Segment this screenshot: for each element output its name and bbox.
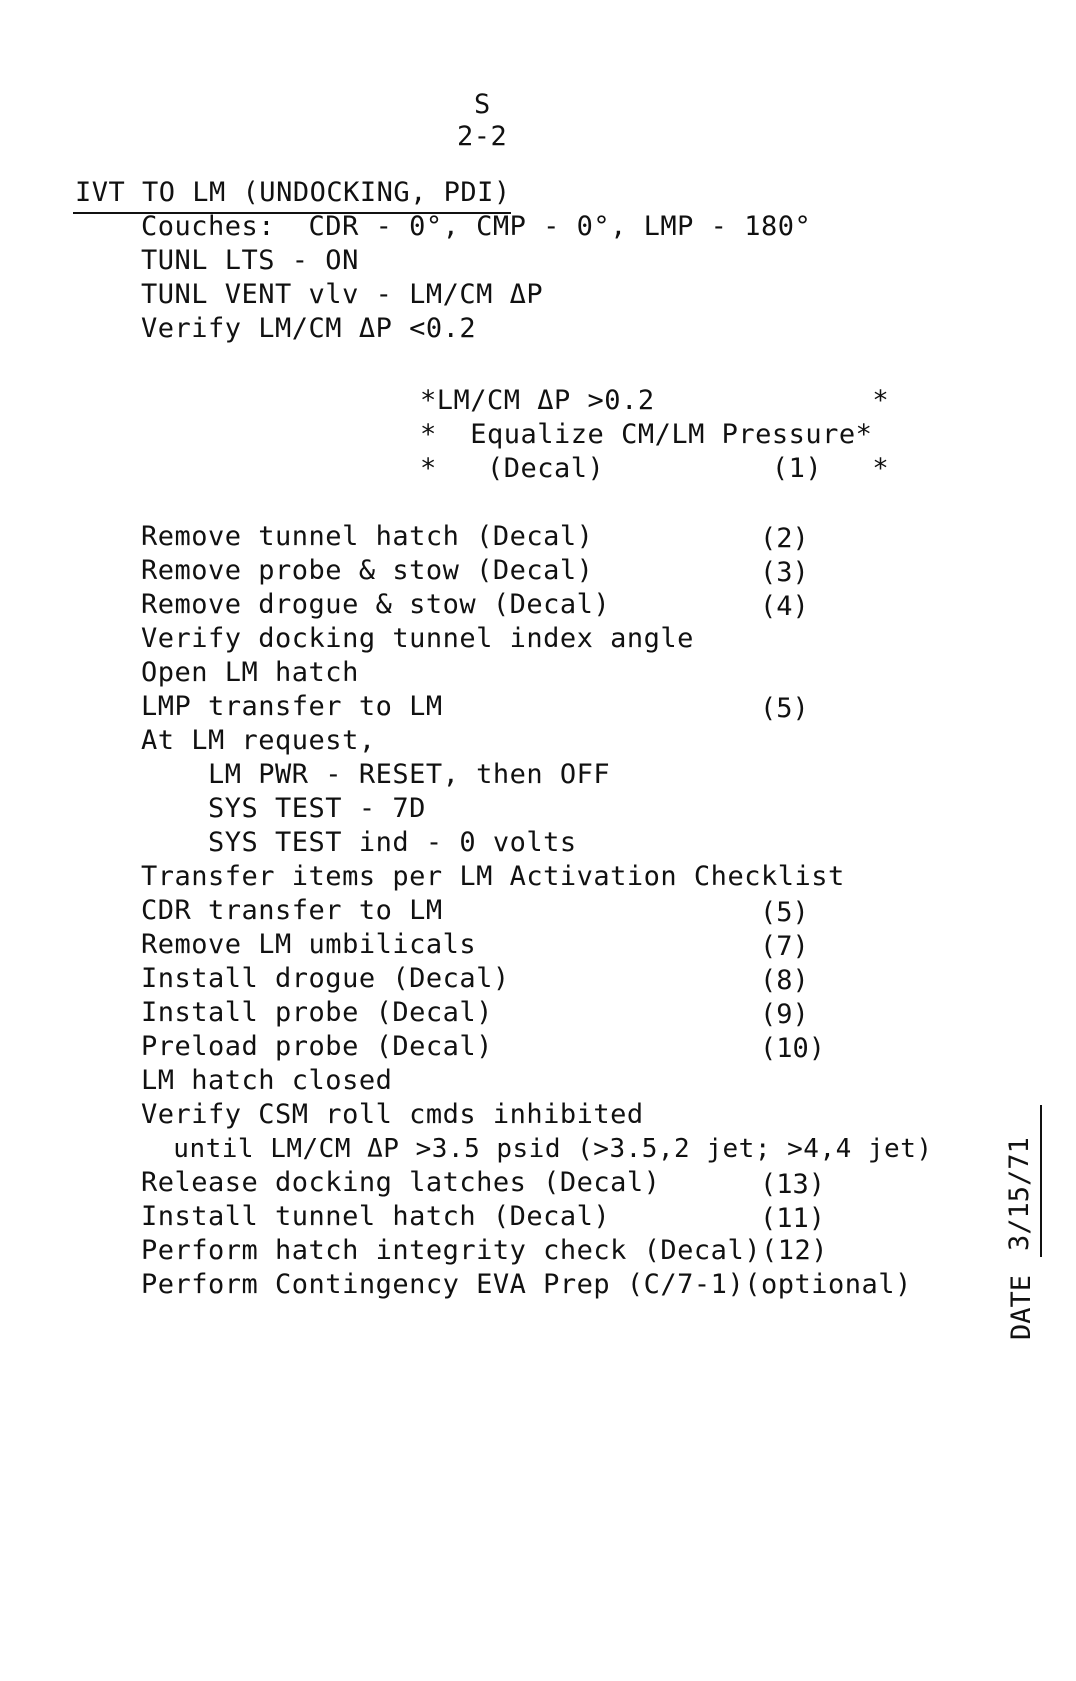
step-number: (2) — [760, 523, 809, 554]
step-text: Preload probe (Decal) — [141, 1031, 493, 1062]
step-text: Remove probe & stow (Decal) — [141, 555, 594, 586]
page-number: 2-2 — [457, 121, 508, 152]
step-text: SYS TEST - 7D — [141, 793, 426, 824]
step-text: LM PWR - RESET, then OFF — [141, 759, 611, 790]
caution-line: * (Decal) (1) * — [420, 453, 890, 484]
step-text: Release docking latches (Decal) — [141, 1167, 661, 1198]
step-text: At LM request, — [141, 725, 376, 756]
tunnel-vent-line: TUNL VENT vlv - LM/CM ΔP — [141, 279, 544, 310]
step-number: (4) — [760, 591, 809, 622]
step-number: (10) — [760, 1033, 826, 1064]
step-text: Transfer items per LM Activation Checklist — [141, 861, 845, 892]
step-number: (8) — [760, 965, 809, 996]
step-text: Install probe (Decal) — [141, 997, 493, 1028]
step-text: Perform Contingency EVA Prep (C/7-1)(optional) — [141, 1269, 912, 1300]
step-text: Install drogue (Decal) — [141, 963, 510, 994]
step-text: SYS TEST ind - 0 volts — [141, 827, 577, 858]
step-text: LM hatch closed — [141, 1065, 393, 1096]
step-text: Verify docking tunnel index angle — [141, 623, 694, 654]
tunnel-lights-line: TUNL LTS - ON — [141, 245, 359, 276]
step-number: (3) — [760, 557, 809, 588]
step-text: Perform hatch integrity check (Decal)(12) — [141, 1235, 828, 1266]
step-text: Remove drogue & stow (Decal) — [141, 589, 611, 620]
step-number: (13) — [760, 1169, 826, 1200]
step-text: Install tunnel hatch (Decal) — [141, 1201, 611, 1232]
step-number: (5) — [760, 693, 809, 724]
step-number: (11) — [760, 1203, 826, 1234]
date-label: DATE — [1006, 1274, 1037, 1340]
caution-line: *LM/CM ΔP >0.2 * — [420, 385, 890, 416]
step-text: Remove LM umbilicals — [141, 929, 477, 960]
procedure-title: IVT TO LM (UNDOCKING, PDI) — [75, 177, 511, 208]
step-text: LMP transfer to LM — [141, 691, 443, 722]
step-text: until LM/CM ΔP >3.5 psid (>3.5,2 jet; >4,4 jet) — [141, 1134, 933, 1164]
step-text: Verify CSM roll cmds inhibited — [141, 1099, 644, 1130]
step-number: (7) — [760, 931, 809, 962]
step-text: Open LM hatch — [141, 657, 359, 688]
step-text: CDR transfer to LM — [141, 895, 443, 926]
step-text: Remove tunnel hatch (Decal) — [141, 521, 594, 552]
step-number: (9) — [760, 999, 809, 1030]
caution-line: * Equalize CM/LM Pressure* — [420, 419, 873, 450]
date-stamp — [1000, 1040, 1060, 1340]
section-letter: S — [474, 89, 491, 120]
couches-line: Couches: CDR - 0°, CMP - 0°, LMP - 180° — [141, 211, 812, 242]
verify-pressure-line: Verify LM/CM ΔP <0.2 — [141, 313, 477, 344]
date-value: 3/15/71 — [1000, 1105, 1042, 1257]
step-number: (5) — [760, 897, 809, 928]
